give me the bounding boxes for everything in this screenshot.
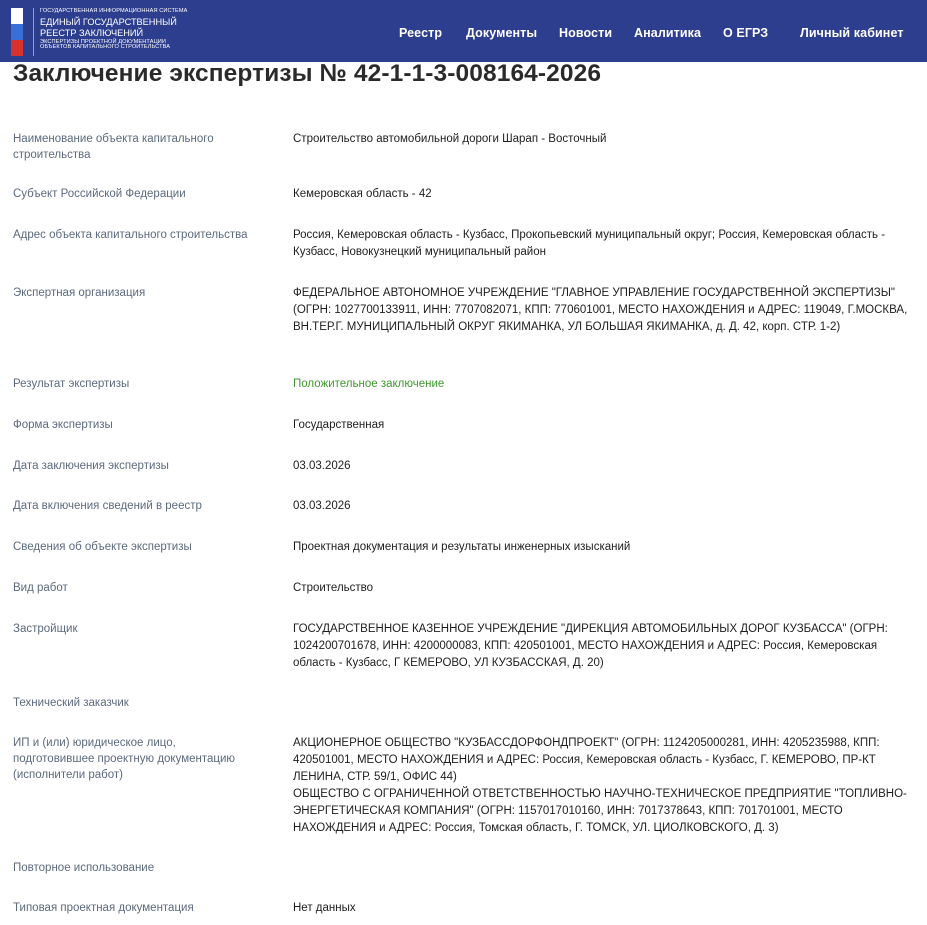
field-value: Строительство автомобильной дороги Шарап - Восточный	[293, 133, 607, 145]
field-label: Вид работ	[13, 582, 68, 594]
field-label: Сведения об объекте экспертизы	[13, 541, 192, 553]
logo-line-1: ГОСУДАРСТВЕННАЯ ИНФОРМАЦИОННАЯ СИСТЕМА	[40, 8, 188, 14]
logo-line-2: ЕДИНЫЙ ГОСУДАРСТВЕННЫЙ	[40, 16, 177, 27]
field-label: Наименование объекта капитального строительства	[13, 133, 214, 161]
page-title: Заключение экспертизы № 42-1-1-3-008164-2026	[13, 60, 602, 87]
field-value: Россия, Кемеровская область - Кузбасс, Прокопьевский муниципальный округ; Россия, Кемеровская область - Кузбасс, Новокузнецкий муниципальный район	[293, 229, 886, 258]
nav-item-registry[interactable]: Реестр	[399, 26, 443, 40]
field-label: Технический заказчик	[13, 697, 129, 709]
logo-text	[40, 9, 187, 51]
field-label: Застройщик	[13, 623, 78, 635]
logo-divider	[33, 8, 34, 56]
top-header	[0, 0, 927, 62]
field-label: Дата включения сведений в реестр	[13, 500, 202, 512]
field-label: Адрес объекта капитального строительства	[13, 229, 248, 241]
nav-item-news[interactable]: Новости	[559, 26, 613, 40]
result-status: Положительное заключение	[293, 378, 445, 390]
egrz-logo[interactable]	[11, 8, 201, 58]
field-value: Государственная	[293, 419, 385, 431]
contractor-2: ОБЩЕСТВО С ОГРАНИЧЕННОЙ ОТВЕТСТВЕННОСТЬЮ НАУЧНО-ТЕХНИЧЕСКОЕ ПРЕДПРИЯТИЕ "ТОПЛИВНО-ЭНЕРГЕТИЧЕСКАЯ КОМПАНИЯ" (ОГРН: 1157017010160, ИНН: 7017378643, КПП: 701701001, МЕСТО НАХОЖДЕНИЯ и АДРЕС: Россия, Томская область, Г. ТОМСК, УЛ. ЦИОЛКОВСКОГО, Д. 3)	[293, 788, 907, 834]
logo-line-3: РЕЕСТР ЗАКЛЮЧЕНИЙ	[40, 27, 144, 38]
nav-item-personal-account[interactable]: Личный кабинет	[800, 26, 904, 40]
field-label: Типовая проектная документация	[13, 902, 194, 914]
field-label: Повторное использование	[13, 862, 155, 874]
field-value: ФЕДЕРАЛЬНОЕ АВТОНОМНОЕ УЧРЕЖДЕНИЕ "ГЛАВНОЕ УПРАВЛЕНИЕ ГОСУДАРСТВЕННОЙ ЭКСПЕРТИЗЫ" (ОГРН: 1027700133911, ИНН: 7707082071, КПП: 770601001, МЕСТО НАХОЖДЕНИЯ и АДРЕС: 119049, Г.МОСКВА, ВН.ТЕР.Г. МУНИЦИПАЛЬНЫЙ ОКРУГ ЯКИМАНКА, УЛ БОЛЬШАЯ ЯКИМАНКА, д. Д. 42, корп. СТР. 1-2)	[293, 287, 908, 333]
field-value: 03.03.2026	[293, 500, 351, 512]
field-label: Экспертная организация	[13, 287, 146, 299]
field-label: ИП и (или) юридическое лицо, подготовившее проектную документацию (исполнители работ)	[13, 737, 236, 781]
field-value: Нет данных	[293, 902, 356, 914]
field-label: Форма экспертизы	[13, 419, 113, 431]
field-label: Дата заключения экспертизы	[13, 460, 169, 472]
nav-item-documents[interactable]: Документы	[466, 26, 538, 40]
contractor-1: АКЦИОНЕРНОЕ ОБЩЕСТВО "КУЗБАССДОРФОНДПРОЕКТ" (ОГРН: 1124205000281, ИНН: 4205235988, КПП: 420501001, МЕСТО НАХОЖДЕНИЯ и АДРЕС: Россия, Кемеровская область - Кузбасс, Г. КЕМЕРОВО, ПР-КТ ЛЕНИНА, СТР. 59/1, ОФИС 44)	[293, 737, 880, 783]
nav-item-analytics[interactable]: Аналитика	[634, 26, 702, 40]
field-value: Строительство	[293, 582, 374, 594]
logo-line-4: ЭКСПЕРТИЗЫ ПРОЕКТНОЙ ДОКУМЕНТАЦИИ	[40, 38, 167, 45]
field-value: Кемеровская область - 42	[293, 188, 432, 200]
logo-line-5: ОБЪЕКТОВ КАПИТАЛЬНОГО СТРОИТЕЛЬСТВА	[40, 44, 171, 51]
field-label: Субъект Российской Федерации	[13, 188, 186, 200]
russian-flag-icon	[11, 8, 23, 56]
field-value: ГОСУДАРСТВЕННОЕ КАЗЕННОЕ УЧРЕЖДЕНИЕ "ДИРЕКЦИЯ АВТОМОБИЛЬНЫХ ДОРОГ КУЗБАССА" (ОГРН: 1024200701678, ИНН: 4200000083, КПП: 420501001, МЕСТО НАХОЖДЕНИЯ и АДРЕС: Россия, Кемеровская область - Кузбасс, Г КЕМЕРОВО, УЛ КУЗБАССКАЯ, Д. 20)	[293, 623, 888, 669]
field-value: Проектная документация и результаты инженерных изысканий	[293, 541, 631, 553]
nav-item-about[interactable]: О ЕГРЗ	[723, 26, 769, 40]
field-value: 03.03.2026	[293, 460, 351, 472]
field-label: Результат экспертизы	[13, 378, 130, 390]
field-value-contractors	[293, 735, 915, 837]
